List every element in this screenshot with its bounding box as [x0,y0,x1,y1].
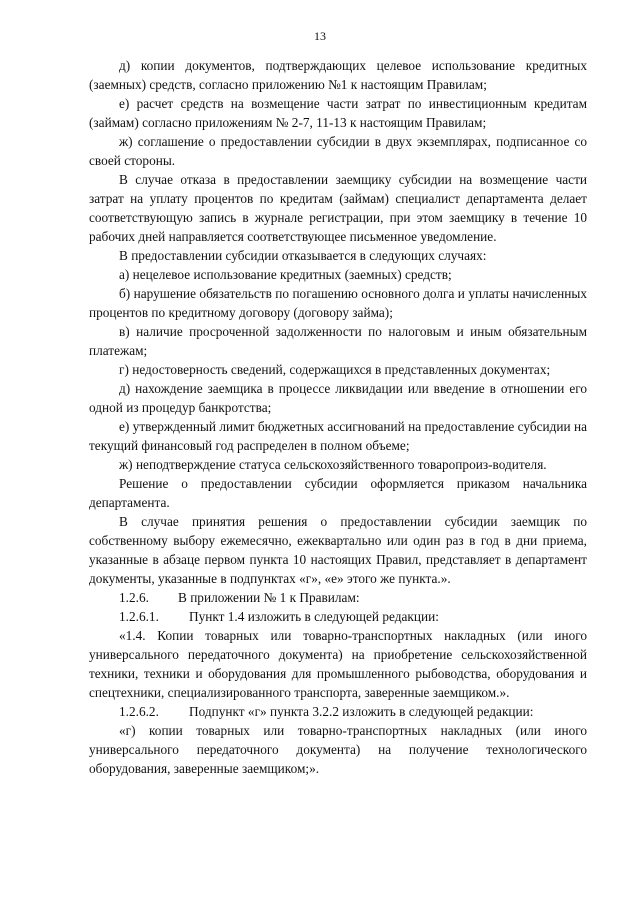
paragraph-decision-order: Решение о предоставлении субсидии оформляется приказом начальника департамента. [89,476,587,510]
numbered-item-1-2-6-1 [89,607,587,626]
numbered-item-1-2-6-2 [89,702,587,721]
paragraph-case-v: в) наличие просроченной задолженности по налоговым и иным обязательным платежам; [89,324,587,358]
paragraph-case-d: д) нахождение заемщика в процессе ликвидации или введение в отношении его одной из процедур банкротства; [89,381,587,415]
item-number: 1.2.6.2. [119,704,159,719]
item-text: В приложении № 1 к Правилам: [178,590,360,605]
item-number: 1.2.6. [119,590,149,605]
paragraph-item-d-copies: д) копии документов, подтверждающих целевое использование кредитных (заемных) средств, согласно приложению №1 к настоящим Правилам; [89,58,587,92]
page-number: 13 [314,29,326,43]
paragraph-case-a: а) нецелевое использование кредитных (заемных) средств; [119,267,452,282]
numbered-item-1-2-6 [89,588,587,607]
item-text: Подпункт «г» пункта 3.2.2 изложить в следующей редакции: [189,704,534,719]
quoted-clause-1-4: «1.4. Копии товарных или товарно-транспортных накладных (или иного универсального передаточного документа) на приобретение сельскохозяйственной техники, техники и оборудования для промышленного рыбоводства, оборудования и спецтехники, специализированного транспорта, заверенные заемщиком.». [89,628,587,700]
paragraph-item-zh-agreement: ж) соглашение о предоставлении субсидии в двух экземплярах, подписанное со своей стороны. [89,134,587,168]
item-text: Пункт 1.4 изложить в следующей редакции: [189,609,439,624]
paragraph-refusal-cases-intro: В предоставлении субсидии отказывается в следующих случаях: [119,248,487,263]
paragraph-case-b: б) нарушение обязательств по погашению основного долга и уплаты начисленных процентов по кредитному договору (договору займа); [89,286,587,320]
item-number: 1.2.6.1. [119,609,159,624]
paragraph-item-e-calculation: е) расчет средств на возмещение части затрат по инвестиционным кредитам (займам) согласно приложениям № 2-7, 11-13 к настоящим Правилам; [89,96,587,130]
paragraph-case-e: е) утвержденный лимит бюджетных ассигнований на предоставление субсидии на текущий финансовый год распределен в полном объеме; [89,419,587,453]
quoted-subclause-g: «г) копии товарных или товарно-транспортных накладных (или иного универсального передаточного документа) на получение технологического оборудования, заверенные заемщиком;». [89,723,587,776]
paragraph-case-zh: ж) неподтверждение статуса сельскохозяйственного товаропроиз-водителя. [119,457,547,472]
document-body [89,56,587,778]
paragraph-decision-acceptance: В случае принятия решения о предоставлении субсидии заемщик по собственному выбору ежемесячно, ежеквартально или один раз в год в дни приема, указанные в абзаце первом пункта 10 настоящих Правил, представляет в департамент документы, указанные в подпунктах «г», «е» этого же пункта.». [89,514,587,586]
paragraph-case-g: г) недостоверность сведений, содержащихся в представленных документах; [119,362,551,377]
paragraph-refusal-notice: В случае отказа в предоставлении заемщику субсидии на возмещение части затрат на уплату процентов по кредитам (займам) специалист департамента делает соответствующую запись в журнале регистрации, при этом заемщику в течение 10 рабочих дней направляется соответствующее письменное уведомление. [89,172,587,244]
